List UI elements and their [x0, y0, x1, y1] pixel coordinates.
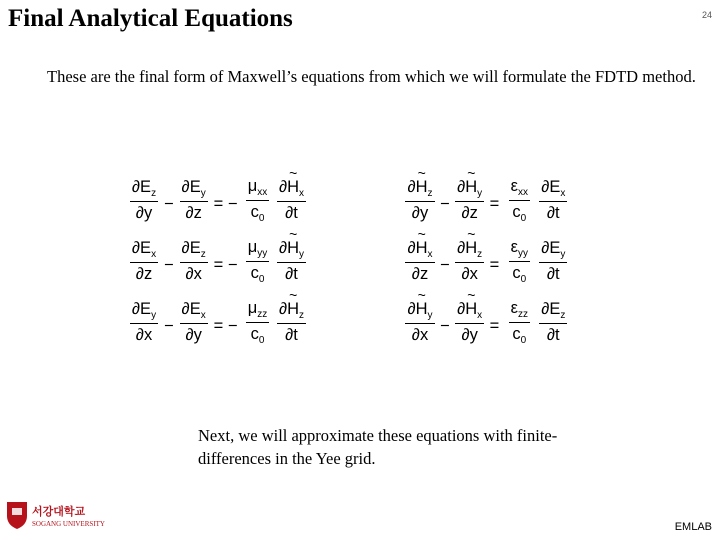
- logo-korean-text: 서강대학교: [32, 505, 86, 518]
- equation-curl-h-z: $\frac{\partial\sim H_y}{\partial x}$ − $\frac{\partial\sim H_x}{\partial y}$ = $\frac{\varepsilon_{zz}}{c_0}$ $\frac{\partial E_z}{\partial t}$: [403, 292, 603, 352]
- shield-emblem-book: [12, 508, 22, 515]
- shield-emblem: [7, 502, 27, 529]
- equation-curl-h-x: $\frac{\partial\sim H_z}{\partial y}$ − $\frac{\partial\sim H_y}{\partial z}$ = $\frac{\varepsilon_{xx}}{c_0}$ $\frac{\partial E_x}{\partial t}$: [403, 170, 603, 230]
- slide-title: Final Analytical Equations: [8, 5, 293, 32]
- equation-curl-e-z: $\frac{\partial E_y}{\partial x}$ − $\frac{\partial E_x}{\partial y}$ = − $\frac{\mu_{zz}}{c_0}$ $\frac{\partial\sim H_z}{\partial t}$: [127, 292, 327, 352]
- slide-number: 24: [701, 10, 712, 20]
- footer-emlab: EMLAB: [674, 521, 712, 533]
- equation-curl-e-y: $\frac{\partial E_x}{\partial z}$ − $\frac{\partial E_z}{\partial x}$ = − $\frac{\mu_{yy}}{c_0}$ $\frac{\partial\sim H_y}{\partial t}$: [127, 231, 327, 291]
- curl-h-equations: [403, 170, 603, 353]
- logo-english-text: SOGANG UNIVERSITY: [32, 520, 105, 528]
- curl-e-equations: [127, 170, 327, 353]
- university-logo: [4, 500, 109, 530]
- equation-curl-h-y: $\frac{\partial\sim H_x}{\partial z}$ − $\frac{\partial\sim H_z}{\partial x}$ = $\frac{\varepsilon_{yy}}{c_0}$ $\frac{\partial E_y}{\partial t}$: [403, 231, 603, 291]
- next-step-text: Next, we will approximate these equations with finite‐differences in the Yee grid.: [198, 426, 558, 468]
- intro-paragraph: These are the final form of Maxwell’s equations from which we will formulate the FDTD method.: [47, 67, 696, 86]
- equation-curl-e-x: $\frac{\partial E_z}{\partial y}$ − $\frac{\partial E_y}{\partial z}$ = − $\frac{\mu_{xx}}{c_0}$ $\frac{\partial\sim H_x}{\partial t}$: [127, 170, 327, 230]
